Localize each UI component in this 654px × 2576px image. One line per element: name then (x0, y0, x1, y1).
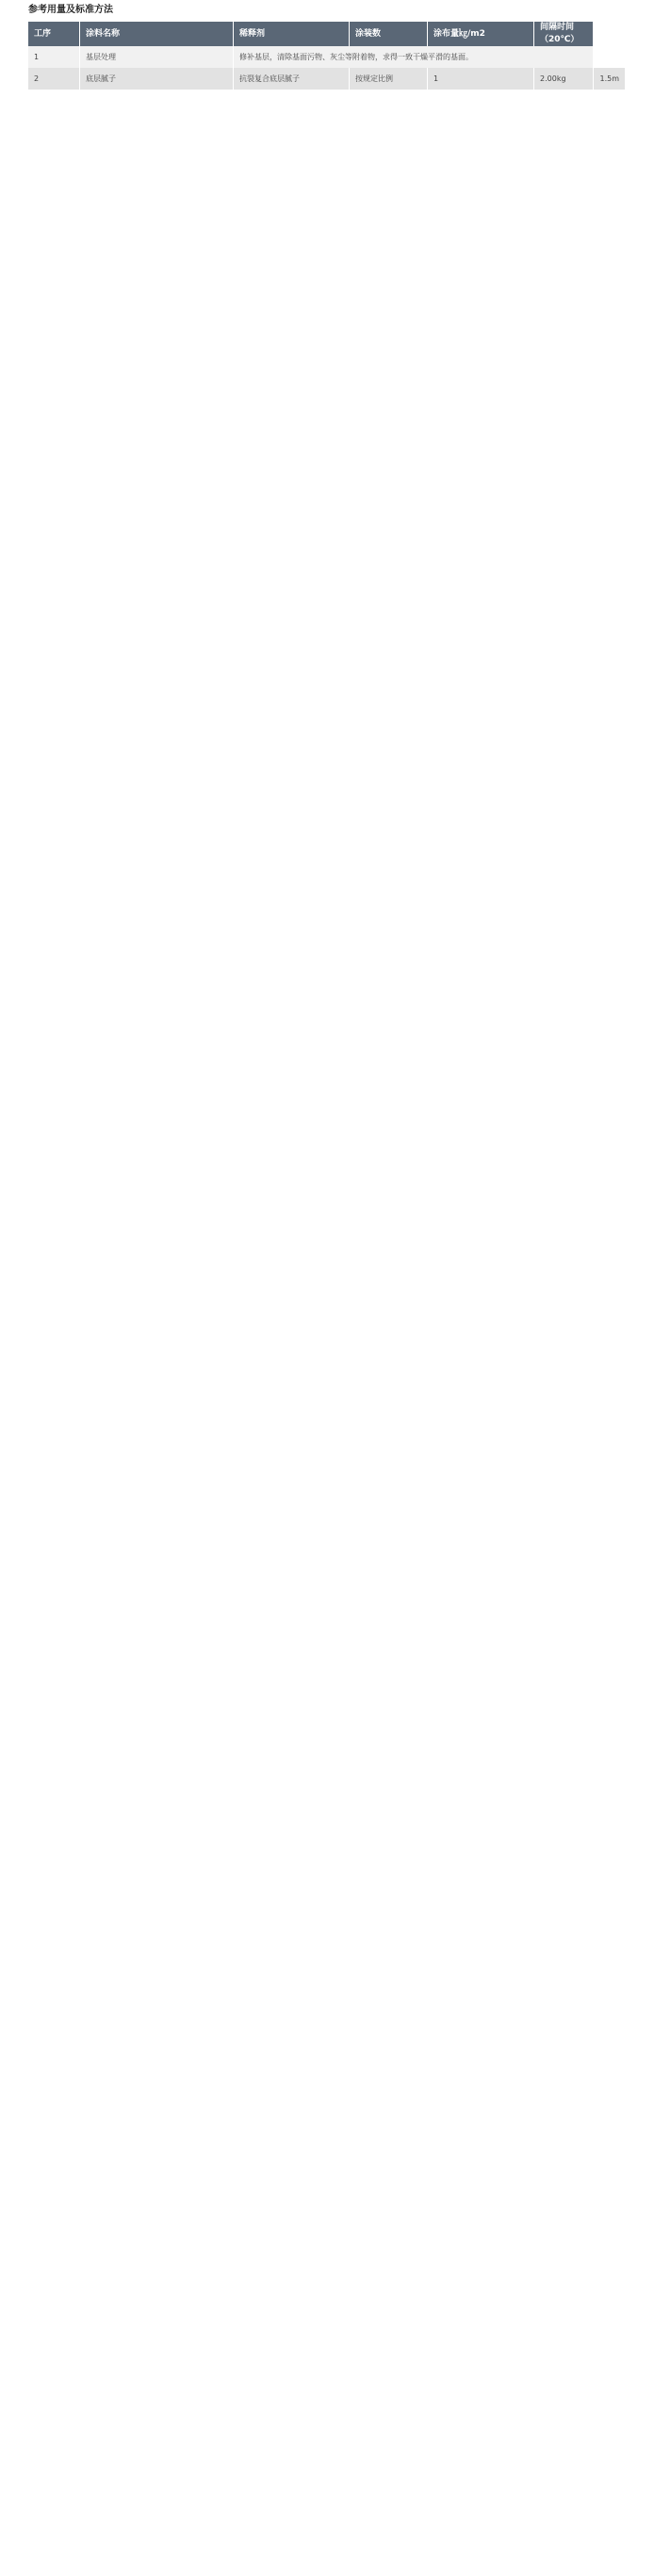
col-header: 涂布量㎏/m2 (428, 22, 534, 46)
table-cell: 1.5m (594, 68, 626, 90)
table-cell: 抗裂复合底层腻子 (234, 68, 350, 90)
table-row (28, 46, 626, 68)
table-cell: 2.00kg (534, 68, 594, 90)
page-title: 参考用量及标准方法 (28, 5, 113, 15)
col-header: 涂装数 (350, 22, 428, 46)
table-cell: 1 (428, 68, 534, 90)
table-row (28, 68, 626, 90)
col-header: 稀释剂 (234, 22, 350, 46)
page (0, 0, 654, 90)
table-cell: 修补基层，清除基面污物、灰尘等附着物，求得一致干燥平滑的基面。 (234, 46, 594, 68)
table-cell: 2 (28, 68, 80, 90)
col-header: 工序 (28, 22, 80, 46)
material-table (28, 22, 626, 90)
table-cell: 按规定比例 (350, 68, 428, 90)
col-header: 间隔时间（20℃） (534, 22, 594, 46)
table-cell: 底层腻子 (80, 68, 234, 90)
table-cell: 1 (28, 46, 80, 68)
table-cell: 基层处理 (80, 46, 234, 68)
col-header: 涂料名称 (80, 22, 234, 46)
